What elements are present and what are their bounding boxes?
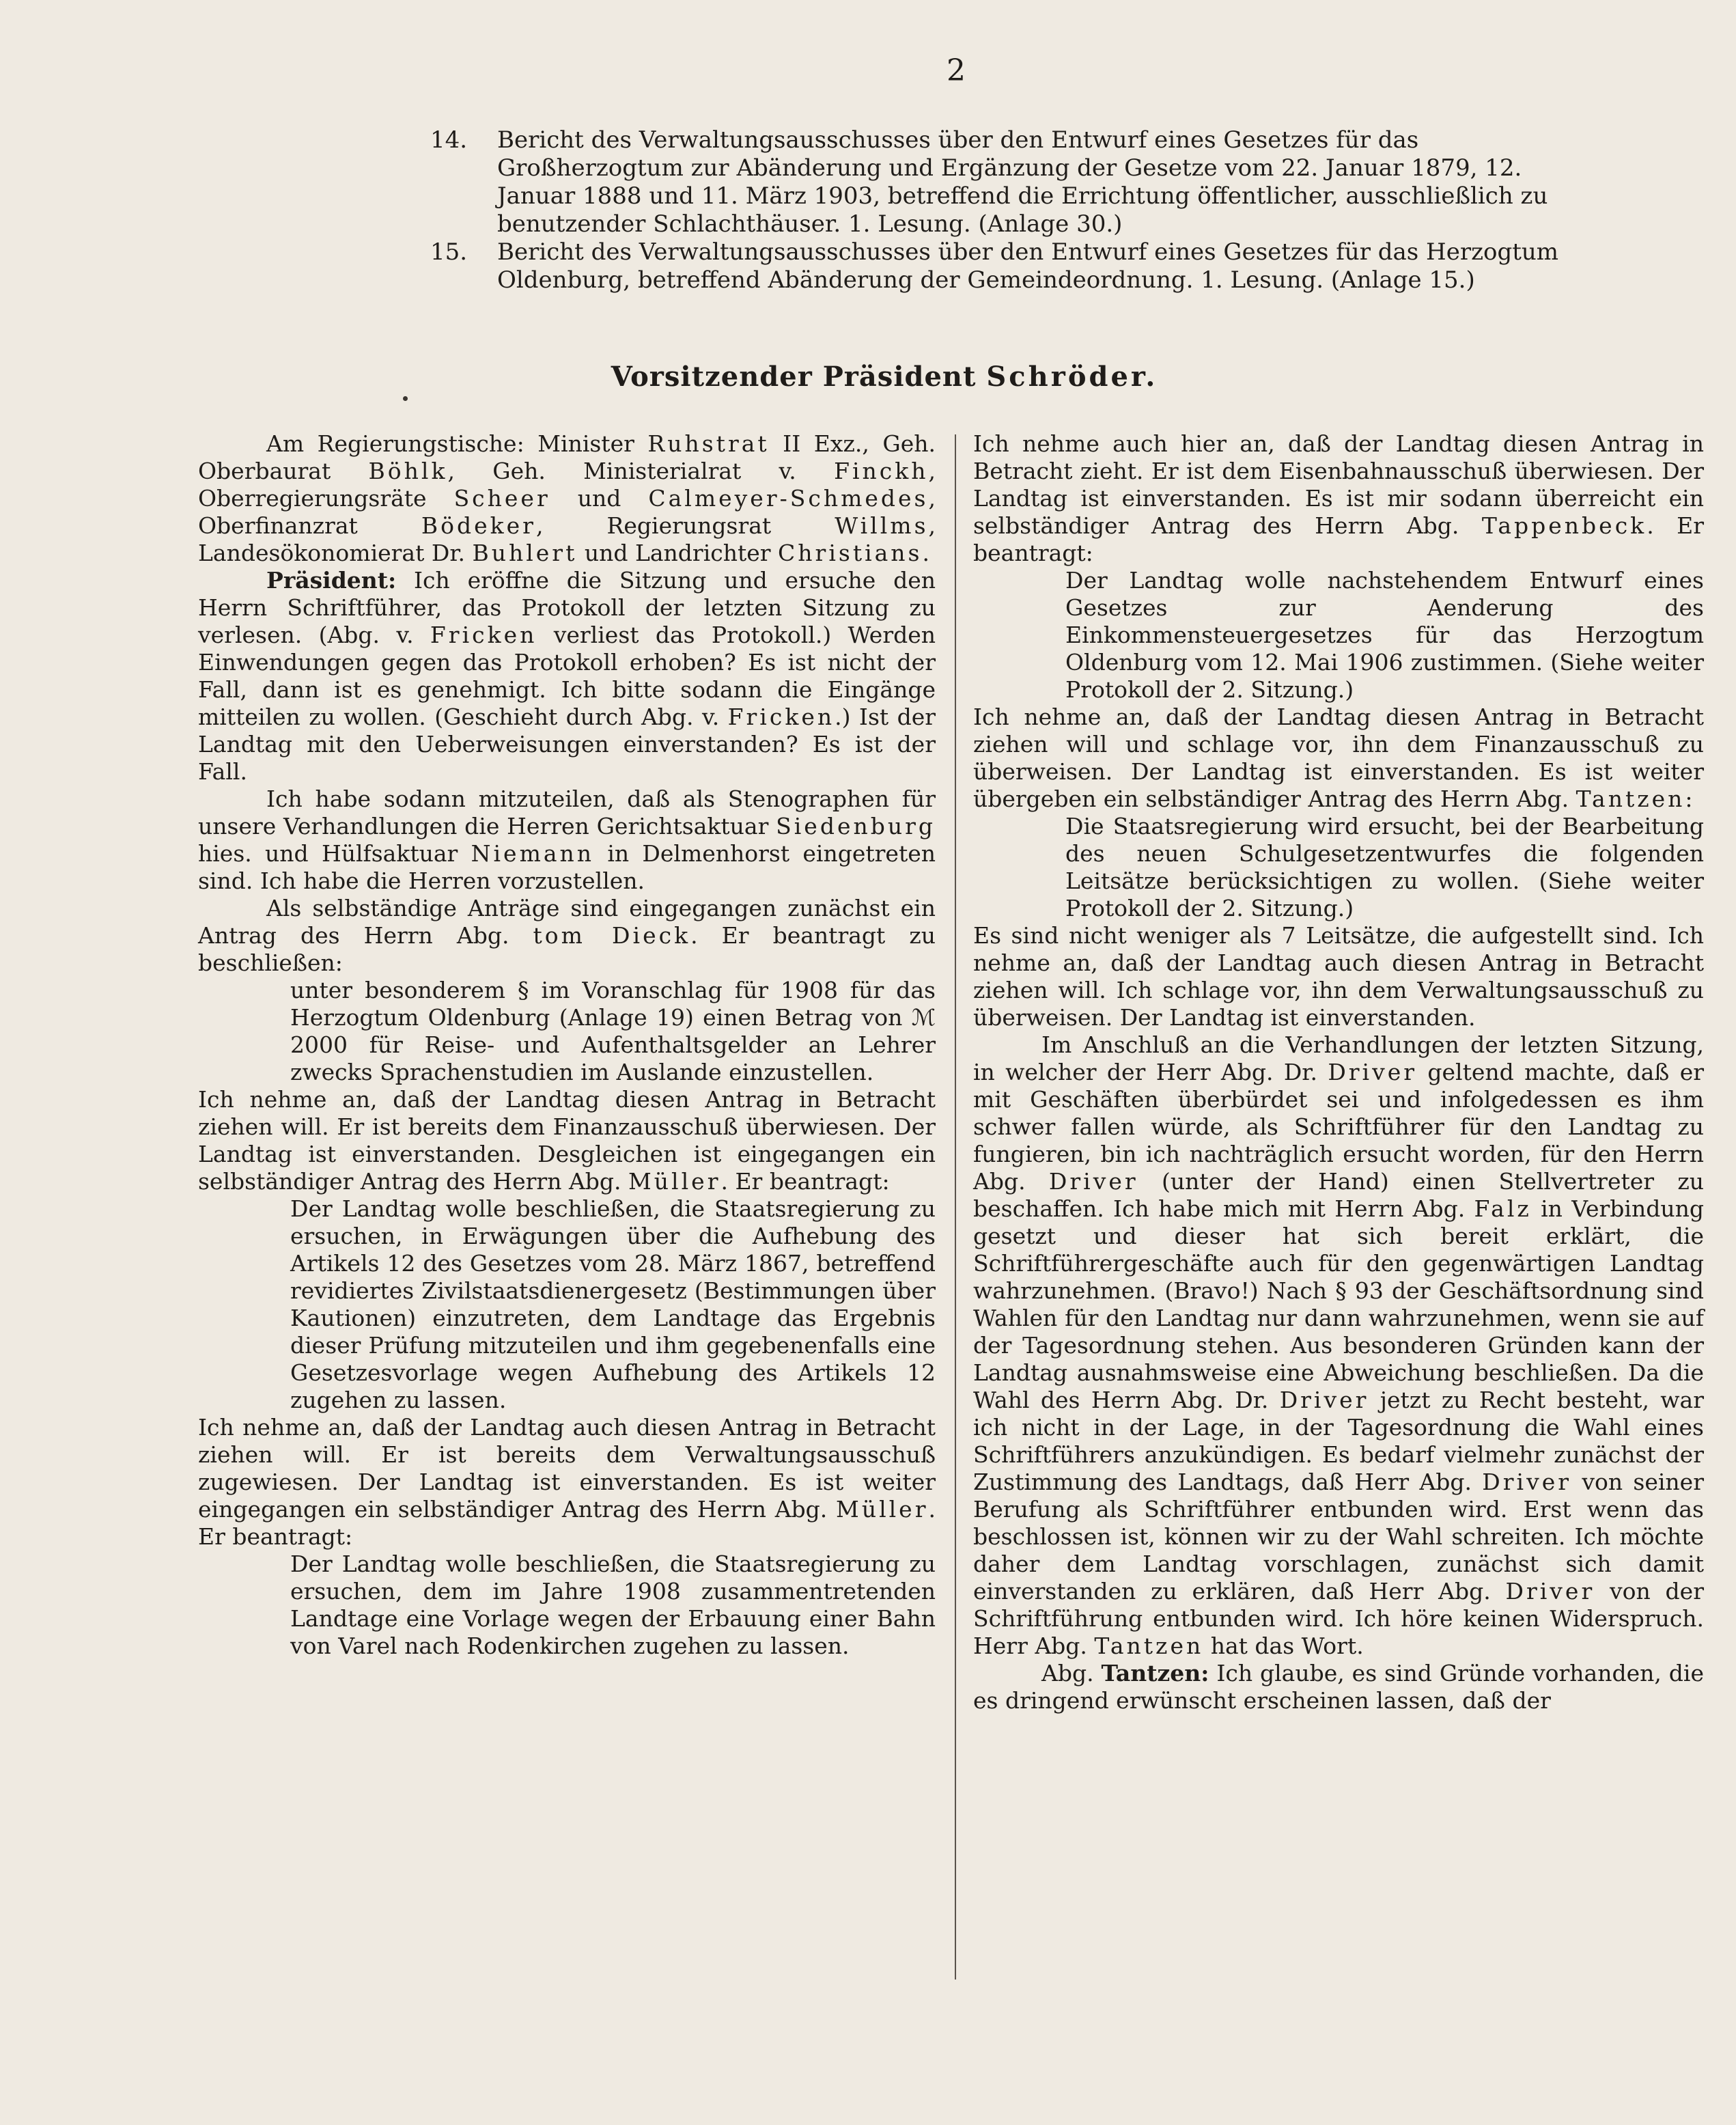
column-divider [955, 434, 956, 1980]
speech-paragraph: Als selbständige Anträge sind eingegangen zunächst ein Antrag des Herrn Abg. tom Dieck. Er beantragt zu beschließen: [198, 895, 936, 976]
ink-dot [403, 396, 408, 401]
motion-quote: Der Landtag wolle beschließen, die Staatsregierung zu ersuchen, in Erwägungen über die Aufhebung des Artikels 12 des Gesetzes vom 28. März 1867, betreffend revidiertes Zivilstaatsdienergesetz (Bestimmungen über Kautionen) einzutreten, dem Landtage das Ergebnis dieser Prüfung mitzuteilen und ihm gegebenenfalls eine Gesetzesvorlage wegen Aufhebung des Artikels 12 zugehen zu lassen. [290, 1195, 936, 1413]
left-column [198, 430, 936, 1660]
speech-paragraph: Ich habe sodann mitzuteilen, daß als Stenographen für unsere Verhandlungen die Herren Gerichtsaktuar Siedenburg hies. und Hülfsaktuar Niemann in Delmenhorst eingetreten sind. Ich habe die Herren vorzustellen. [198, 786, 936, 894]
speech-paragraph: Im Anschluß an die Verhandlungen der letzten Sitzung, in welcher der Herr Abg. Dr. Driver geltend machte, daß er mit Geschäften überbürdet sei und infolgedessen es ihm schwer fallen würde, als Schriftführer für den Landtag zu fungieren, bin ich nachträglich ersucht worden, für den Herrn Abg. Driver (unter der Hand) einen Stellvertreter zu beschaffen. Ich habe mich mit Herrn Abg. Falz in Verbindung gesetzt und dieser hat sich bereit erklärt, die Schriftführergeschäfte auch für den gegenwärtigen Landtag wahrzunehmen. (Bravo!) Nach § 93 der Geschäftsordnung sind Wahlen für den Landtag nur dann wahrzunehmen, wenn sie auf der Tagesordnung stehen. Aus besonderen Gründen kann der Landtag ausnahmsweise eine Abweichung beschließen. Da die Wahl des Herrn Abg. Dr. Driver jetzt zu Recht besteht, war ich nicht in der Lage, in der Tagesordnung die Wahl eines Schriftführers anzukündigen. Es bedarf vielmehr zunächst der Zustimmung des Landtags, daß Herr Abg. Driver von seiner Berufung als Schriftführer entbunden wird. Erst wenn das beschlossen ist, können wir zu der Wahl schreiten. Ich möchte daher dem Landtag vorschlagen, zunächst sich damit einverstanden zu erklären, daß Herr Abg. Driver von der Schriftführung entbunden wird. Ich höre keinen Widerspruch. Herr Abg. Tantzen hat das Wort. [973, 1031, 1704, 1659]
agenda-list [198, 126, 1571, 294]
speech-paragraph: Es sind nicht weniger als 7 Leitsätze, die aufgestellt sind. Ich nehme an, daß der Landtag auch diesen Antrag in Betracht ziehen will. Ich schlage vor, ihn dem Verwaltungsausschuß zu überweisen. Der Landtag ist einverstanden. [973, 922, 1704, 1031]
agenda-item-number: 15. [430, 238, 468, 266]
speaker-label: Präsident: [266, 567, 397, 594]
motion-quote: Der Landtag wolle beschließen, die Staatsregierung zu ersuchen, dem im Jahre 1908 zusammentretenden Landtage eine Vorlage wegen der Erbauung einer Bahn von Varel nach Rodenkirchen zugehen zu lassen. [290, 1551, 936, 1659]
agenda-item-text: Bericht des Verwaltungsausschusses über den Entwurf eines Gesetzes für das Großherzogtum zur Abänderung und Ergänzung der Gesetze vom 22. Januar 1879, 12. Januar 1888 und 11. März 1903, betreffend die Errichtung öffentlicher, ausschließlich zu benutzender Schlachthäuser. 1. Lesung. (Anlage 30.) [497, 126, 1548, 238]
section-heading [198, 361, 1571, 393]
speech-paragraph: Ich nehme an, daß der Landtag diesen Antrag in Betracht ziehen will. Er ist bereits dem Finanzausschuß überwiesen. Der Landtag ist einverstanden. Desgleichen ist eingegangen ein selbständiger Antrag des Herrn Abg. Müller. Er beantragt: [198, 1086, 936, 1195]
heading-name: Schröder. [986, 361, 1158, 393]
speech-paragraph: Ich nehme an, daß der Landtag diesen Antrag in Betracht ziehen will und schlage vor, ihn dem Finanzausschuß zu überweisen. Der Landtag ist einverstanden. Es ist weiter übergeben ein selbständiger Antrag des Herrn Abg. Tantzen: [973, 704, 1704, 812]
page-number: 2 [947, 53, 966, 88]
agenda-item [198, 238, 1571, 294]
agenda-item-number: 14. [430, 126, 468, 154]
speech-paragraph: Abg. Tantzen: Ich glaube, es sind Gründe vorhanden, die es dringend erwünscht erscheinen lassen, daß der [973, 1660, 1704, 1714]
right-column [973, 430, 1704, 1714]
speaker-label: Tantzen: [1101, 1660, 1209, 1686]
motion-quote: Der Landtag wolle nachstehendem Entwurf eines Gesetzes zur Aenderung des Einkommensteuergesetzes für das Herzogtum Oldenburg vom 12. Mai 1906 zustimmen. (Siehe weiter Protokoll der 2. Sitzung.) [1065, 567, 1704, 703]
speech-paragraph: Ich nehme an, daß der Landtag auch diesen Antrag in Betracht ziehen will. Er ist bereits dem Verwaltungsausschuß zugewiesen. Der Landtag ist einverstanden. Es ist weiter eingegangen ein selbständiger Antrag des Herrn Abg. Müller. Er beantragt: [198, 1414, 936, 1550]
agenda-item [198, 126, 1571, 238]
motion-quote: Die Staatsregierung wird ersucht, bei der Bearbeitung des neuen Schulgesetzentwurfes die folgenden Leitsätze berücksichtigen zu wollen. (Siehe weiter Protokoll der 2. Sitzung.) [1065, 813, 1704, 921]
agenda-item-text: Bericht des Verwaltungsausschusses über den Entwurf eines Gesetzes für das Herzogtum Oldenburg, betreffend Abänderung der Gemeindeordnung. 1. Lesung. (Anlage 15.) [497, 238, 1559, 294]
motion-quote: unter besonderem § im Voranschlag für 1908 für das Herzogtum Oldenburg (Anlage 19) einen Betrag von ℳ 2000 für Reise- und Aufenthaltsgelder an Lehrer zwecks Sprachenstudien im Auslande einzustellen. [290, 977, 936, 1085]
speech-paragraph: Präsident: Ich eröffne die Sitzung und ersuche den Herrn Schriftführer, das Protokoll der letzten Sitzung zu verlesen. (Abg. v. Fricken verliest das Protokoll.) Werden Einwendungen gegen das Protokoll erhoben? Es ist nicht der Fall, dann ist es genehmigt. Ich bitte sodann die Eingänge mitteilen zu wollen. (Geschieht durch Abg. v. Fricken.) Ist der Landtag mit den Ueberweisungen einverstanden? Es ist der Fall. [198, 567, 936, 785]
speech-paragraph: Ich nehme auch hier an, daß der Landtag diesen Antrag in Betracht zieht. Er ist dem Eisenbahnausschuß überwiesen. Der Landtag ist einverstanden. Es ist mir sodann überreicht ein selbständiger Antrag des Herrn Abg. Tappenbeck. Er beantragt: [973, 430, 1705, 566]
heading-prefix: Vorsitzender Präsident [611, 361, 987, 393]
attendance-paragraph: Am Regierungstische: Minister Ruhstrat II Exz., Geh. Oberbaurat Böhlk, Geh. Ministerialrat v. Finckh, Oberregierungsräte Scheer und Calmeyer-Schmedes, Oberfinanzrat Bödeker, Regierungsrat Willms, Landesökonomierat Dr. Buhlert und Landrichter Christians. [198, 430, 936, 566]
